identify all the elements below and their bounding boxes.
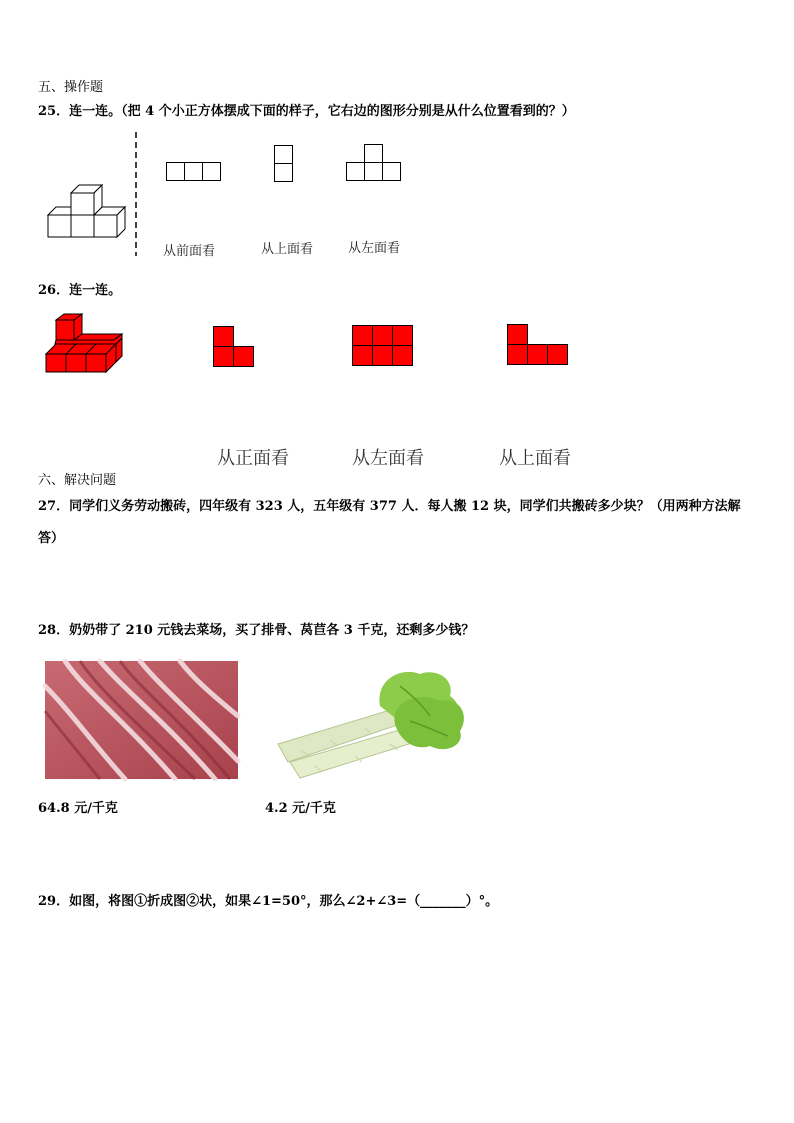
- question-27-text-line1: 27．同学们义务劳动搬砖，四年级有 323 人，五年级有 377 人．每人搬 12 块，同学们共搬砖多少块？（用两种方法解: [38, 499, 741, 514]
- section-heading-6: 六、解决问题: [38, 473, 117, 488]
- q26-caption-front: 从正面看: [217, 448, 289, 469]
- question-25-text: 25．连一连。（把 4 个小正方体摆成下面的样子，它右边的图形分别是从什么位置看到的？）: [38, 104, 575, 119]
- q26-red-cube-solid: [46, 314, 128, 374]
- q25-cube-solid: [40, 175, 140, 255]
- lettuce-image: [270, 666, 470, 782]
- q26-view-shape-2: [352, 325, 414, 367]
- section-heading-5: 五、操作题: [38, 80, 104, 95]
- q26-caption-left: 从左面看: [352, 448, 424, 469]
- lettuce-price: 4.2 元/千克: [265, 801, 336, 816]
- q26-view-shape-3: [507, 324, 569, 366]
- ribs-image: [45, 661, 238, 779]
- q25-divider: [133, 132, 139, 256]
- question-26-text: 26．连一连。: [38, 283, 122, 298]
- ribs-price: 64.8 元/千克: [38, 801, 118, 816]
- q25-caption-top: 从上面看: [261, 242, 314, 257]
- question-27-text-line2: 答）: [38, 531, 65, 546]
- q25-view-front-shape: [166, 162, 222, 182]
- question-29-text: 29．如图，将图①折成图②状，如果∠1=50°，那么∠2+∠3=（_______）°。: [38, 894, 499, 909]
- q25-caption-front: 从前面看: [163, 244, 216, 259]
- q26-caption-top: 从上面看: [499, 448, 571, 469]
- q25-caption-left: 从左面看: [348, 241, 401, 256]
- q26-view-shape-1: [213, 326, 255, 368]
- q25-view-left-shape: [346, 144, 402, 182]
- question-28-text: 28．奶奶带了 210 元钱去菜场，买了排骨、莴苣各 3 千克，还剩多少钱？: [38, 623, 475, 638]
- q25-view-top-shape: [274, 145, 294, 183]
